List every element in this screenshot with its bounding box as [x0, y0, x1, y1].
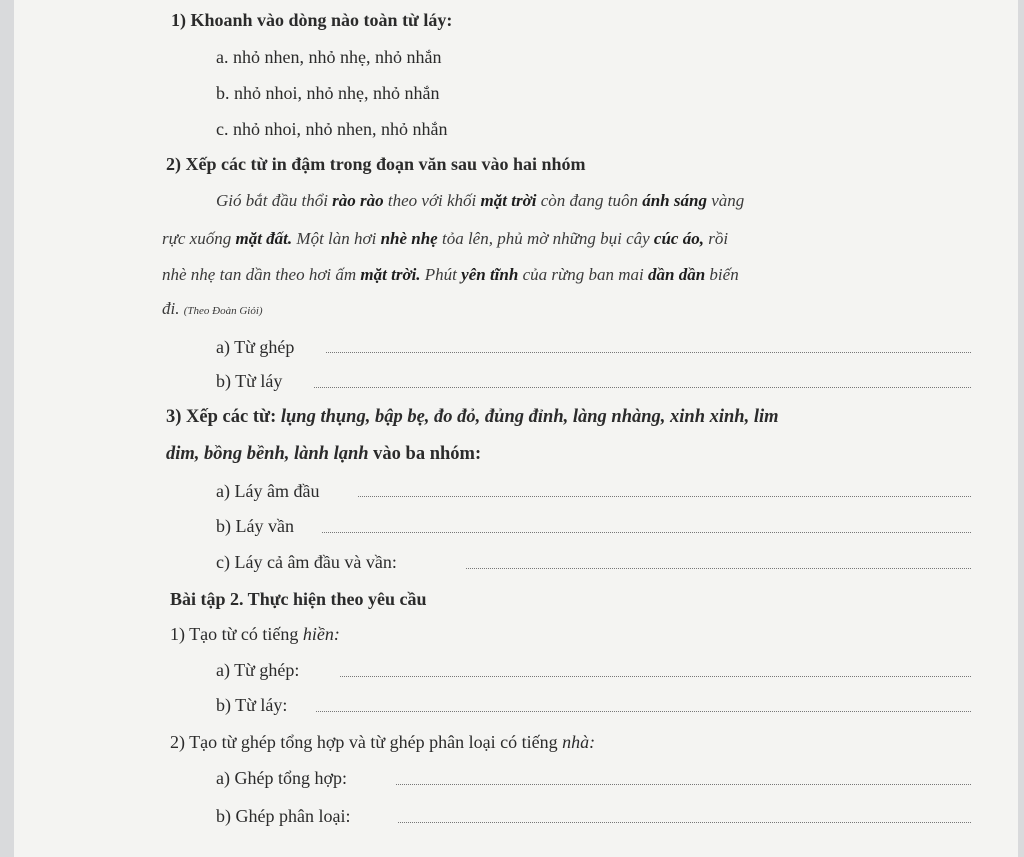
passage-bold-word: mặt đất. [235, 229, 293, 248]
passage-text: biến [705, 265, 739, 284]
passage-bold-word: mặt trời [480, 191, 537, 210]
passage-text: nhè nhẹ tan dần theo hơi ấm [162, 265, 361, 284]
ex2-q2-answer-classified-blank[interactable] [398, 821, 971, 823]
ex2-q1-word: hiền: [302, 624, 340, 644]
ex2-q1-answer-reduplicative-label: b) Từ láy: [216, 695, 288, 715]
passage-bold-word: ánh sáng [642, 191, 707, 210]
q2-answer-reduplicative-blank[interactable] [314, 386, 971, 388]
passage-text: còn đang tuôn [536, 191, 643, 210]
q2-answer-compound-blank[interactable] [326, 351, 971, 353]
q2-answer-reduplicative-label: b) Từ láy [216, 371, 283, 391]
passage-bold-word: yên tĩnh [461, 265, 519, 284]
q3-word-list-cont: dim, bồng bềnh, lành lạnh [166, 444, 369, 464]
passage-line-2 [162, 228, 728, 250]
q3-title-end: vào ba nhóm: [373, 444, 482, 464]
passage-text: rồi [703, 229, 729, 248]
q1-option-c: c. nhỏ nhoi, nhỏ nhen, nhỏ nhắn [216, 119, 448, 139]
q1-option-a: a. nhỏ nhen, nhỏ nhẹ, nhỏ nhắn [216, 47, 442, 67]
passage-bold-word: cúc áo, [653, 229, 704, 248]
passage-text: vàng [706, 191, 745, 210]
q3-answer-rhyme-label: b) Láy vần [216, 516, 294, 536]
passage-text: của rừng ban mai [518, 265, 648, 284]
exercise2-heading: Bài tập 2. Thực hiện theo yêu cầu [170, 589, 427, 609]
q3-answer-initial-label: a) Láy âm đầu [216, 481, 320, 501]
q3-answer-both-label: c) Láy cả âm đầu và vần: [216, 552, 397, 572]
passage-text: đi. [162, 299, 180, 318]
worksheet-page [14, 0, 1018, 857]
q3-answer-both-blank[interactable] [466, 567, 971, 569]
passage-text: theo với khối [383, 191, 481, 210]
ex2-q1-answer-compound-label: a) Từ ghép: [216, 660, 300, 680]
passage-text: tỏa lên, phủ mờ những bụi cây [437, 229, 654, 248]
q3-answer-rhyme-blank[interactable] [322, 531, 971, 533]
passage-text: Phút [420, 265, 462, 284]
passage-bold-word: nhè nhẹ [380, 229, 438, 248]
ex2-q2-title-text: 2) Tạo từ ghép tổng hợp và từ ghép phân loại có tiếng [170, 732, 558, 752]
q3-title-line-2 [166, 443, 481, 465]
passage-source: (Theo Đoàn Giỏi) [183, 305, 263, 317]
ex2-q1-answer-compound-blank[interactable] [340, 675, 971, 677]
passage-bold-word: rào rào [332, 191, 384, 210]
q3-word-list: lụng thụng, bập bẹ, đo đỏ, đủng đỉnh, làng nhàng, xinh xinh, lim [280, 407, 779, 427]
ex2-q1-title [170, 623, 340, 645]
passage-text: Gió bắt đầu thổi [216, 191, 333, 210]
q1-option-b: b. nhỏ nhoi, nhỏ nhẹ, nhỏ nhắn [216, 83, 440, 103]
ex2-q1-answer-reduplicative-blank[interactable] [316, 710, 971, 712]
passage-text: rực xuống [162, 229, 236, 248]
passage-bold-word: dần dần [648, 265, 706, 284]
q3-title: 3) Xếp các từ: [166, 407, 277, 427]
ex2-q2-title [170, 731, 595, 753]
passage-bold-word: mặt trời. [360, 265, 421, 284]
passage-line-3 [162, 264, 739, 286]
ex2-q2-answer-classified-label: b) Ghép phân loại: [216, 806, 351, 826]
passage-text: Một làn hơi [292, 229, 381, 248]
passage-line-1 [216, 190, 744, 212]
ex2-q2-answer-general-blank[interactable] [396, 783, 971, 785]
ex2-q2-word: nhà: [562, 732, 596, 752]
q3-title-line-1 [166, 406, 779, 428]
ex2-q1-title-text: 1) Tạo từ có tiếng [170, 624, 299, 644]
q2-title: 2) Xếp các từ in đậm trong đoạn văn sau vào hai nhóm [166, 154, 586, 174]
passage-line-4 [162, 298, 263, 322]
q2-answer-compound-label: a) Từ ghép [216, 337, 295, 357]
ex2-q2-answer-general-label: a) Ghép tổng hợp: [216, 768, 347, 788]
q3-answer-initial-blank[interactable] [358, 495, 971, 497]
q1-title: 1) Khoanh vào dòng nào toàn từ láy: [171, 10, 453, 30]
